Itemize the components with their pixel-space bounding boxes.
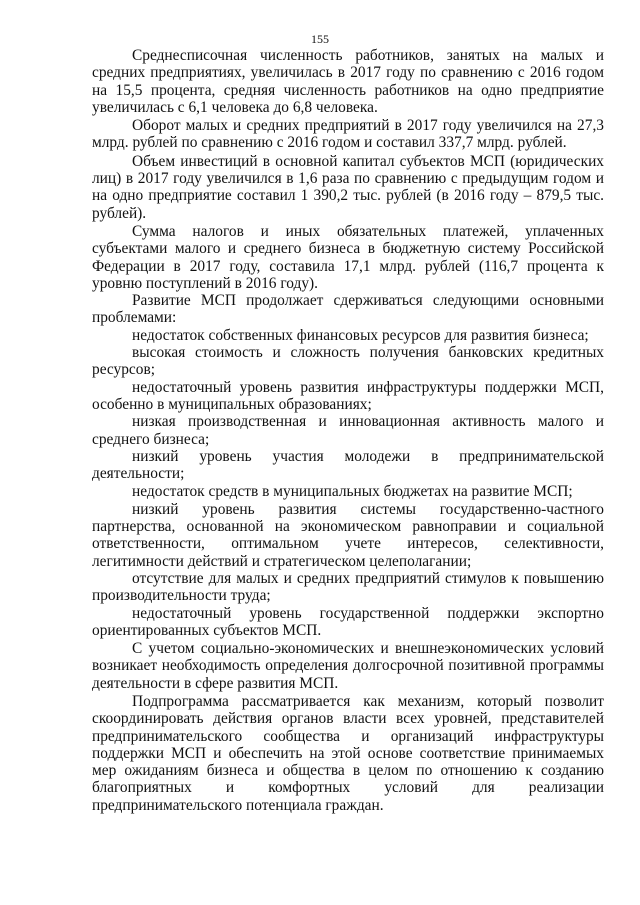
list-item-problem: низкий уровень развития системы государственно-частного партнерства, основанной на экономическом равноправии и социальной ответственности, оптимальном учете интересов, селективности, легитимности действий и стратегическом целеполагании; xyxy=(92,500,604,570)
paragraph-conditions: С учетом социально-экономических и внешнеэкономических условий возникает необходимость определения долгосрочной позитивной программы деятельности в сфере развития МСП. xyxy=(92,640,604,692)
paragraph-taxes: Сумма налогов и иных обязательных платежей, уплаченных субъектами малого и среднего бизнеса в бюджетную систему Российской Федерации в 2017 году, составила 17,1 млрд. рублей (116,7 процента к уровню поступлений в 2016 году). xyxy=(92,222,604,292)
list-item-problem: недостаток средств в муниципальных бюджетах на развитие МСП; xyxy=(132,483,573,501)
paragraph-turnover: Оборот малых и средних предприятий в 2017 году увеличился на 27,3 млрд. рублей по сравнению с 2016 годом и составил 337,7 млрд. рублей. xyxy=(92,117,604,152)
list-item-problem: недостаточный уровень государственной поддержки экспортно ориентированных субъектов МСП. xyxy=(92,604,604,639)
paragraph-employment: Среднесписочная численность работников, занятых на малых и средних предприятиях, увеличилась в 2017 году по сравнению с 2016 годом на 15,5 процента, средняя численность работников на одно предприятие увеличилась с 6,1 человека до 6,8 человека. xyxy=(92,47,604,116)
page-number: 155 xyxy=(311,32,329,46)
paragraph-investment: Объем инвестиций в основной капитал субъектов МСП (юридических лиц) в 2017 году увеличился в 1,6 раза по сравнению с предыдущим годом и на одно предприятие составил 1 390,2 тыс. рублей (в 2016 году – 879,5 тыс. рублей). xyxy=(92,152,604,222)
body-text xyxy=(92,47,604,814)
list-item-problem: высокая стоимость и сложность получения банковских кредитных ресурсов; xyxy=(92,344,604,379)
list-item-problem: недостаточный уровень развития инфраструктуры поддержки МСП, особенно в муниципальных образованиях; xyxy=(92,378,604,413)
list-item-problem: недостаток собственных финансовых ресурсов для развития бизнеса; xyxy=(132,326,589,344)
paragraph-subprogram: Подпрограмма рассматривается как механизм, который позволит скоординировать действия органов власти всех уровней, представителей предпринимательского сообщества и организаций инфраструктуры поддержки МСП и обеспечить на этой основе соответствие принимаемых мер ожиданиям бизнеса и общества в целом по отношению к созданию благоприятных и комфортных условий для реализации предпринимательского потенциала граждан. xyxy=(92,692,604,814)
list-item-problem: низкая производственная и инновационная активность малого и среднего бизнеса; xyxy=(92,413,604,448)
list-item-problem: отсутствие для малых и средних предприятий стимулов к повышению производительности труда; xyxy=(92,569,604,605)
list-item-problem: низкий уровень участия молодежи в предпринимательской деятельности; xyxy=(92,447,604,483)
paragraph-problems-intro: Развитие МСП продолжает сдерживаться следующими основными проблемами: xyxy=(92,292,604,327)
